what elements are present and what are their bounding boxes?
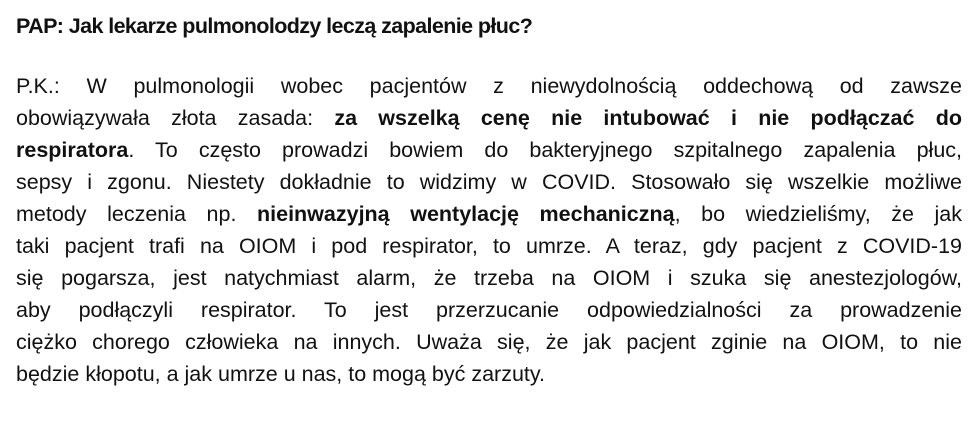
answer-text: , bo wiedzieliśmy, że jak [674,202,963,226]
answer-line-1 [16,70,962,102]
answer-text: P.K.: W pulmonologii wobec pacjentów z niewydolnością oddechową od zawsze [16,74,962,98]
answer-line-8 [16,294,962,326]
answer-text: aby podłączyli respirator. To jest przerzucanie odpowiedzialności za prowadzenie [16,298,962,322]
answer-line-4 [16,166,962,198]
interview-answer [16,70,962,390]
answer-text: będzie kłopotu, a jak umrze u nas, to mogą być zarzuty. [16,362,546,386]
answer-emphasis: nieinwazyjną wentylację mechaniczną [257,202,675,226]
answer-emphasis: za wszelką cenę nie intubować i nie podłączać do [334,106,962,130]
answer-line-9 [16,326,962,358]
answer-text: się pogarsza, jest natychmiast alarm, że trzeba na OIOM i szuka się anestezjologów, [16,266,962,290]
interview-question: PAP: Jak lekarze pulmonolodzy leczą zapalenie płuc? [16,14,533,38]
answer-line-3 [16,134,962,166]
answer-text: ciężko chorego człowieka na innych. Uważa się, że jak pacjent zginie na OIOM, to nie [16,330,962,354]
answer-text: sepsy i zgonu. Niestety dokładnie to widzimy w COVID. Stosowało się wszelkie możliwe [16,170,962,194]
answer-line-6 [16,230,962,262]
answer-line-7 [16,262,962,294]
answer-text: taki pacjent trafi na OIOM i pod respirator, to umrze. A teraz, gdy pacjent z COVID-19 [16,234,962,258]
answer-emphasis: respiratora [16,138,129,162]
answer-line-2 [16,102,962,134]
answer-text: metody leczenia np. [16,202,258,226]
answer-line-10 [16,358,962,390]
answer-text: . To często prowadzi bowiem do bakteryjnego szpitalnego zapalenia płuc, [128,138,962,162]
answer-line-5 [16,198,962,230]
answer-text: obowiązywała złota zasada: [16,106,335,130]
